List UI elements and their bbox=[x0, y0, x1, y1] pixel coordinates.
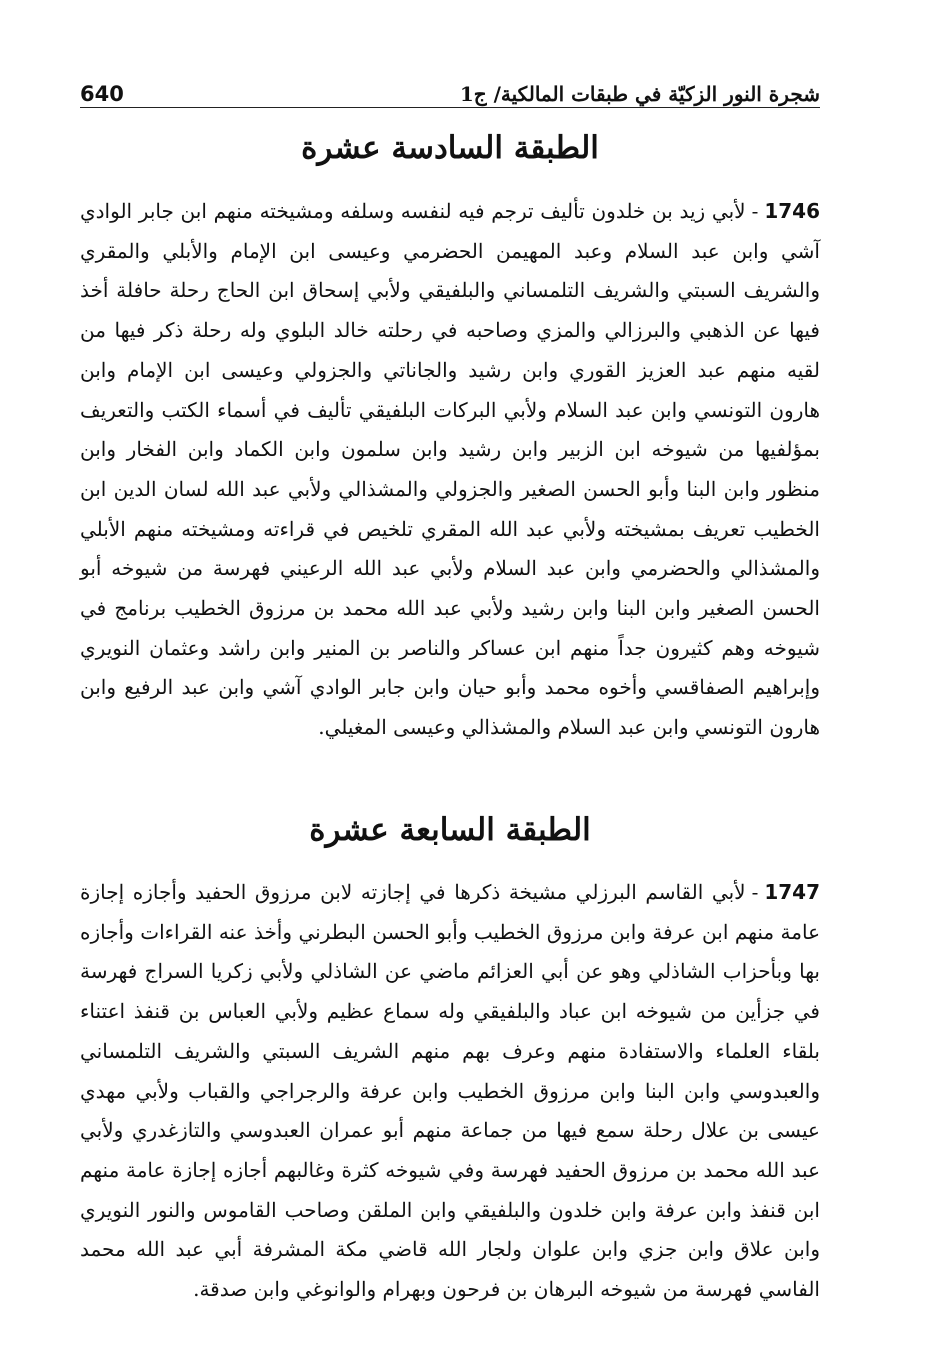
entry-text: لأبي القاسم البرزلي مشيخة ذكرها في إجازته لابن مرزوق الحفيد وأجازه إجازة عامة منهم ابن عرفة وابن مرزوق الخطيب وأبو الحسن البطرني وأخذ عنه القراءات وأجازه بها وبأحزاب الشاذلي وهو عن أبي العزائم ماضي عن الشاذلي ولأبي زكريا السراج فهرسة في جزأين من شيوخه ابن عباد والبلفيقي وله سماع عظيم ولأبي العباس بن قنفذ اعتناء بلقاء العلماء والاستفادة منهم وعرف بهم منهم الشريف السبتي والشريف التلمساني والعبدوسي وابن البنا وابن مرزوق الخطيب وابن عرفة والرجراجي والقباب ولأبي مهدي عيسى بن علال رحلة سمع فيها من جماعة منهم أبو عمران العبدوسي والتازغدري ولأبي عبد الله محمد بن مرزوق الحفيد فهرسة وفي شيوخه كثرة وغالبهم أجازه إجازة عامة منهم ابن قنفذ وابن عرفة وابن خلدون والبلفيقي وابن الملقن وصاحب القاموس والنور النويري وابن علاق وابن جزي وابن علوان ولجار الله قاضي مكة المشرفة أبي عبد الله محمد الفاسي فهرسة من شيوخه البرهان بن فرحون وبهرام والوانوغي وابن صدقة. bbox=[80, 880, 820, 1302]
entry-paragraph-1747 bbox=[80, 873, 820, 1310]
entry-paragraph-1746 bbox=[80, 192, 820, 748]
section-title-16: الطبقة السادسة عشرة bbox=[301, 130, 599, 166]
entry-text: لأبي زيد بن خلدون تأليف ترجم فيه لنفسه وسلفه ومشيخته منهم ابن جابر الوادي آشي وابن عبد السلام وعبد المهيمن الحضرمي وعيسى ابن الإمام والأبلي والمقري والشريف السبتي والشريف التلمساني والبلفيقي ولأبي إسحاق ابن الحاج رحلة حافلة أخذ فيها عن الذهبي والبرزالي والمزي وصاحبه في رحلته خالد البلوي وله رحلة ذكر فيها من لقيه منهم عبد العزيز القوري وابن رشيد والجاناتي والجزولي وعيسى ابن الإمام وابن هارون التونسي وابن عبد السلام ولأبي البركات البلفيقي تأليف في أسماء الكتب والتعريف بمؤلفيها من شيوخه ابن الزبير وابن رشيد وابن سلمون وابن الكماد وابن الفخار وابن منظور وابن البنا وأبو الحسن الصغير والجزولي والمشذالي ولأبي عبد الله لسان الدين ابن الخطيب تعريف بمشيخته ولأبي عبد الله المقري تلخيص في قراءته ومشيخته منهم الأبلي والمشذالي والحضرمي وابن عبد السلام ولأبي عبد الله الرعيني فهرسة من شيوخه أبو الحسن الصغير وابن البنا وابن رشيد ولأبي عبد الله محمد بن مرزوق الخطيب برنامج في شيوخه وهم كثيرون جداً منهم ابن عساكر والناصر بن المنير وابن راشد وعثمان النويري وإبراهيم الصفاقسي وأخوه محمد وأبو حيان وابن جابر الوادي آشي وابن عبد الرفيع وابن هارون التونسي وابن عبد السلام والمشذالي وعيسى المغيلي. bbox=[80, 199, 820, 740]
page-number: 640 bbox=[80, 82, 124, 106]
running-header bbox=[80, 70, 820, 106]
entry-separator: - bbox=[751, 199, 759, 223]
entry-number: 1746 bbox=[764, 199, 820, 223]
running-title: شجرة النور الزكيّة في طبقات المالكية/ ج1 bbox=[459, 82, 820, 106]
entry-number: 1747 bbox=[764, 880, 820, 904]
header-rule bbox=[80, 107, 820, 108]
entry-separator: - bbox=[751, 880, 759, 904]
section-title-17: الطبقة السابعة عشرة bbox=[309, 812, 591, 848]
